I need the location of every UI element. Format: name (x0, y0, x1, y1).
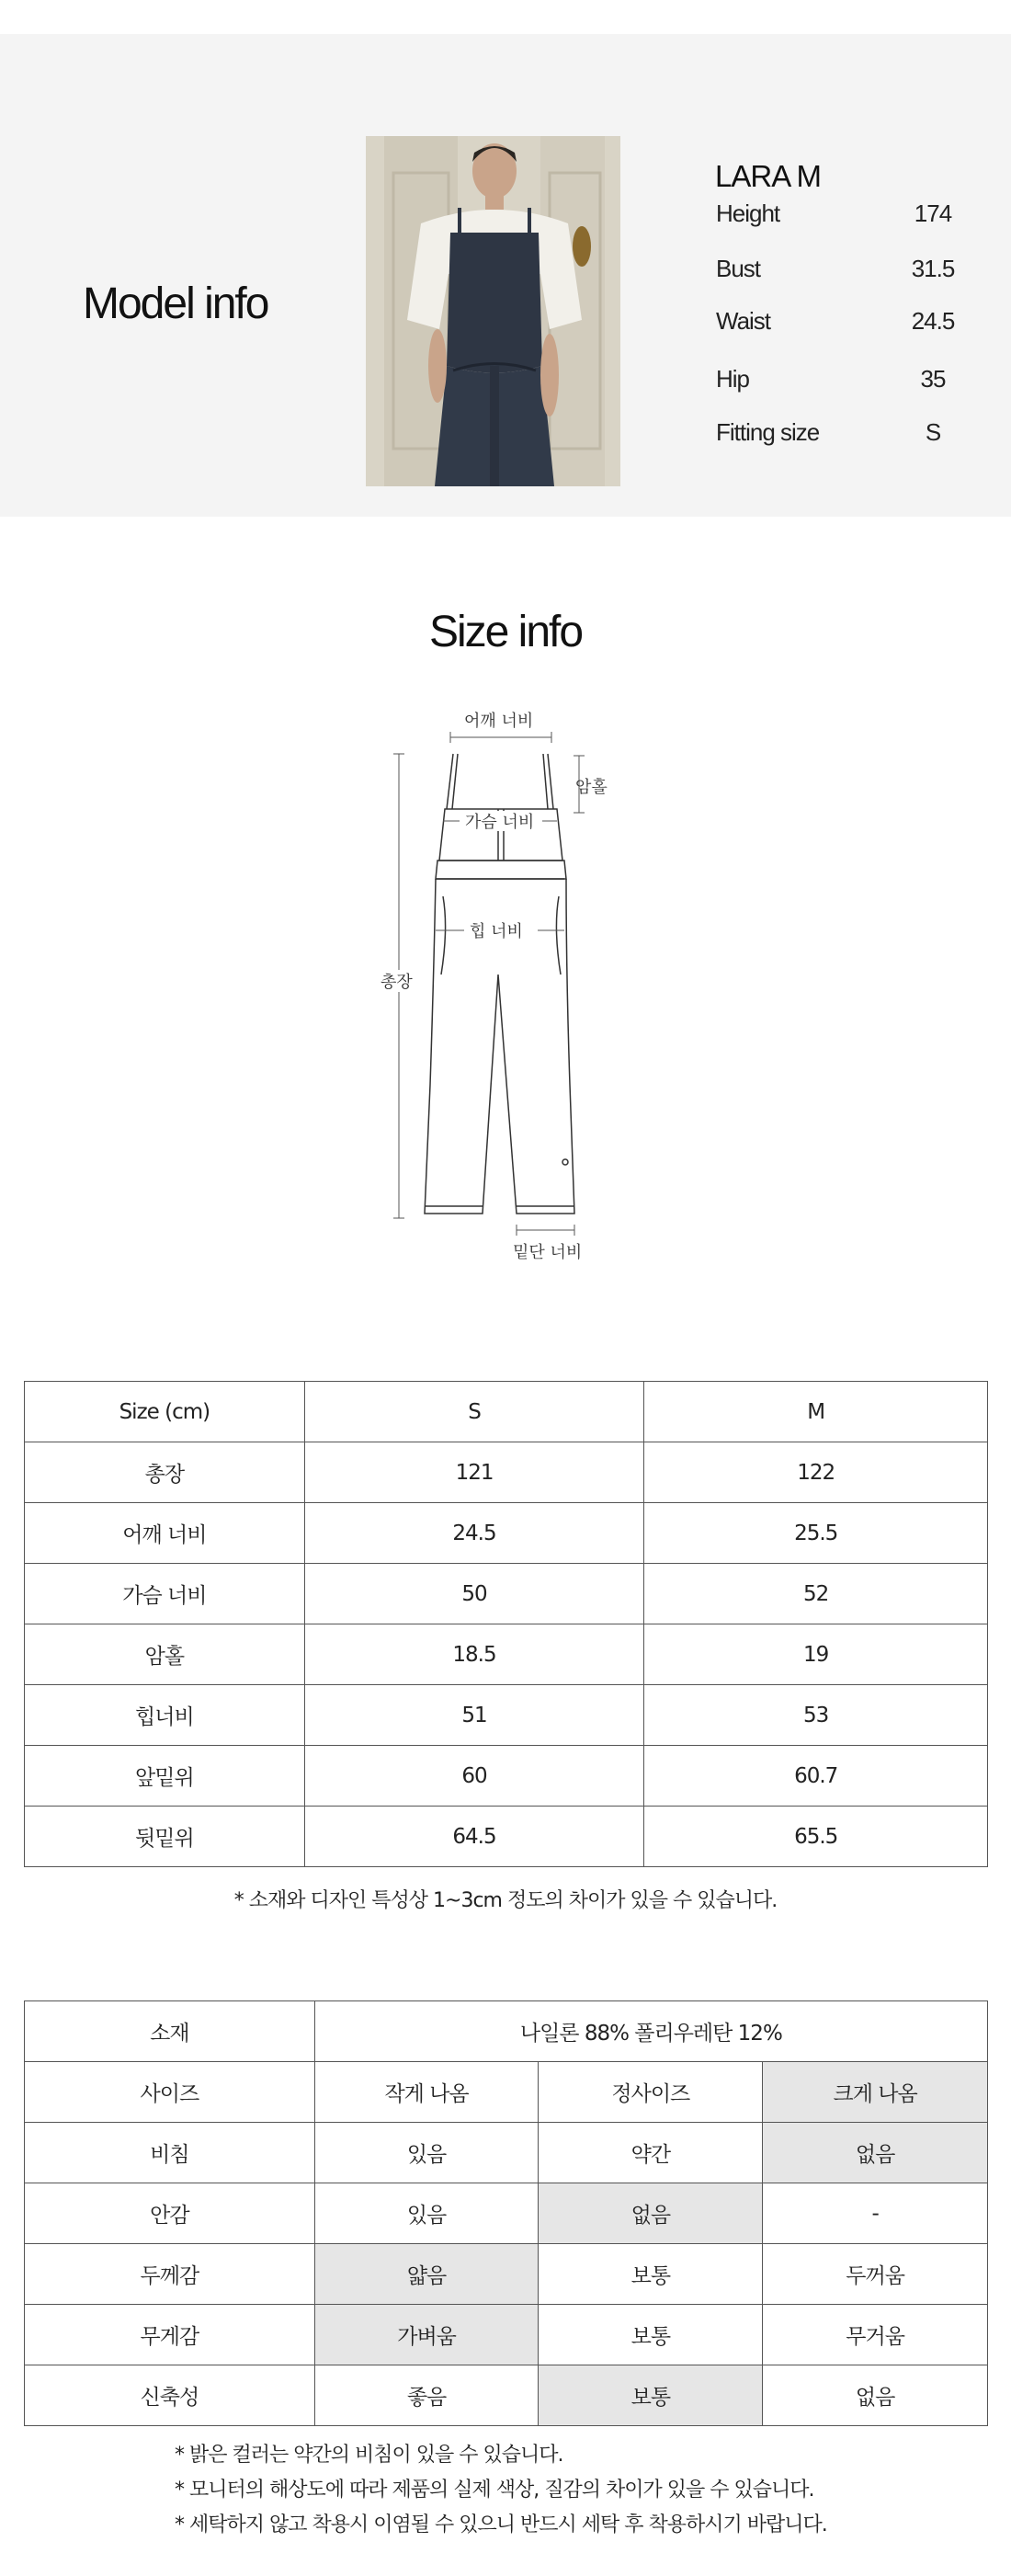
spec-label-bust: Bust (716, 255, 761, 282)
row-label: 앞밑위 (25, 1746, 305, 1807)
table-row (25, 1746, 988, 1807)
fabric-option-selected: 얇음 (314, 2244, 539, 2305)
cell-s: 121 (304, 1442, 644, 1503)
fabric-row-label: 신축성 (25, 2365, 315, 2426)
fabric-row-label: 두께감 (25, 2244, 315, 2305)
fabric-option: 정사이즈 (539, 2062, 763, 2123)
spec-label-waist: Waist (716, 307, 771, 335)
spec-label-fitting-size: Fitting size (716, 418, 820, 446)
fabric-option: 좋음 (314, 2365, 539, 2426)
model-name: LARA M (715, 159, 822, 193)
model-info-title: Model info (83, 279, 268, 328)
spec-label-height: Height (716, 199, 780, 227)
row-label: 암홀 (25, 1624, 305, 1685)
fabric-option: - (763, 2183, 988, 2244)
table-row (25, 1503, 988, 1564)
header-cell: M (644, 1382, 988, 1442)
fabric-table (24, 2000, 988, 2426)
fabric-row (25, 2365, 988, 2426)
fabric-option: 작게 나옴 (314, 2062, 539, 2123)
spec-value-hip: 35 (920, 365, 946, 393)
model-photo (366, 136, 620, 486)
header-cell: S (304, 1382, 644, 1442)
note-item: * 모니터의 해상도에 따라 제품의 실제 색상, 질감의 차이가 있을 수 있습니다. (175, 2479, 814, 2502)
material-row (25, 2001, 988, 2062)
size-table (24, 1381, 988, 1867)
diagram-label-armhole: 암홀 (575, 778, 608, 797)
model-info-section (0, 34, 1011, 517)
fabric-option: 보통 (539, 2305, 763, 2365)
table-row (25, 1807, 988, 1867)
spec-value-bust: 31.5 (911, 255, 955, 282)
fabric-row-label: 안감 (25, 2183, 315, 2244)
cell-s: 50 (304, 1564, 644, 1624)
size-note: * 소재와 디자인 특성상 1~3cm 정도의 차이가 있을 수 있습니다. (233, 1889, 778, 1912)
spec-value-height: 174 (914, 199, 952, 227)
row-label: 총장 (25, 1442, 305, 1503)
fabric-option: 무거움 (763, 2305, 988, 2365)
diagram-label-shoulder: 어깨 너비 (464, 712, 534, 731)
fabric-option: 보통 (539, 2244, 763, 2305)
fabric-row-label: 비침 (25, 2123, 315, 2183)
fabric-option-selected: 보통 (539, 2365, 763, 2426)
fabric-row (25, 2244, 988, 2305)
cell-m: 52 (644, 1564, 988, 1624)
row-label: 힙너비 (25, 1685, 305, 1746)
cell-s: 51 (304, 1685, 644, 1746)
cell-m: 122 (644, 1442, 988, 1503)
fabric-row (25, 2305, 988, 2365)
spec-label-hip: Hip (716, 365, 750, 393)
jumpsuit-size-diagram (349, 699, 643, 1269)
fabric-option-selected: 가벼움 (314, 2305, 539, 2365)
cell-s: 60 (304, 1746, 644, 1807)
fabric-option: 약간 (539, 2123, 763, 2183)
spec-value-fitting-size: S (925, 418, 941, 446)
cell-s: 18.5 (304, 1624, 644, 1685)
cell-m: 19 (644, 1624, 988, 1685)
size-info-title: Size info (428, 608, 583, 656)
diagram-label-hip: 힙 너비 (470, 922, 523, 941)
fabric-row (25, 2123, 988, 2183)
cell-m: 25.5 (644, 1503, 988, 1564)
row-label: 어깨 너비 (25, 1503, 305, 1564)
diagram-label-length: 총장 (381, 973, 413, 992)
fabric-row (25, 2183, 988, 2244)
table-row (25, 1624, 988, 1685)
note-item: * 세탁하지 않고 착용시 이염될 수 있으니 반드시 세탁 후 착용하시기 바랍니다. (175, 2513, 827, 2536)
diagram-label-hem: 밑단 너비 (513, 1243, 583, 1262)
cell-m: 53 (644, 1685, 988, 1746)
fabric-option: 두꺼움 (763, 2244, 988, 2305)
size-table-header (25, 1382, 988, 1442)
cell-m: 65.5 (644, 1807, 988, 1867)
diagram-label-chest: 가슴 너비 (465, 813, 535, 832)
fabric-option: 있음 (314, 2183, 539, 2244)
fabric-option: 있음 (314, 2123, 539, 2183)
table-row (25, 1685, 988, 1746)
fabric-row (25, 2062, 988, 2123)
fabric-option: 없음 (763, 2365, 988, 2426)
table-row (25, 1442, 988, 1503)
fabric-option-selected: 없음 (539, 2183, 763, 2244)
header-cell: Size (cm) (25, 1382, 305, 1442)
fabric-option-selected: 없음 (763, 2123, 988, 2183)
material-value: 나일론 88% 폴리우레탄 12% (314, 2001, 987, 2062)
row-label: 뒷밑위 (25, 1807, 305, 1867)
fabric-option-selected: 크게 나옴 (763, 2062, 988, 2123)
cell-m: 60.7 (644, 1746, 988, 1807)
row-label: 가슴 너비 (25, 1564, 305, 1624)
cell-s: 24.5 (304, 1503, 644, 1564)
care-notes (175, 2438, 827, 2543)
cell-s: 64.5 (304, 1807, 644, 1867)
table-row (25, 1564, 988, 1624)
fabric-row-label: 사이즈 (25, 2062, 315, 2123)
material-label: 소재 (25, 2001, 315, 2062)
note-item: * 밝은 컬러는 약간의 비침이 있을 수 있습니다. (175, 2444, 563, 2467)
fabric-row-label: 무게감 (25, 2305, 315, 2365)
spec-value-waist: 24.5 (911, 307, 955, 335)
